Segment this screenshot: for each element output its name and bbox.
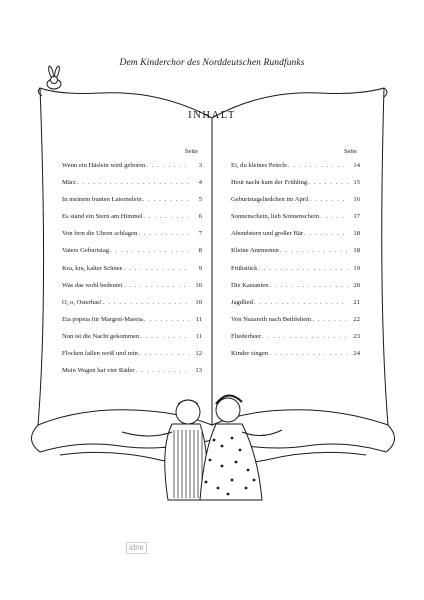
toc-entry-page: 22 <box>353 315 360 323</box>
toc-leader-dots <box>319 208 348 225</box>
toc-leader-dots <box>142 191 190 208</box>
toc-entry-page: 17 <box>353 213 360 221</box>
toc-entry <box>231 294 360 311</box>
toc-entry <box>231 242 360 259</box>
toc-entry-title: Frühstück <box>231 264 258 272</box>
toc-leader-dots <box>257 260 348 277</box>
toc-entry-page: 6 <box>198 213 202 221</box>
toc-entry-page: 14 <box>353 162 360 169</box>
toc-leader-dots <box>309 191 348 208</box>
toc-entry-title: Wenn ein Häslein wird geboren <box>62 162 146 169</box>
watermark: idnv <box>126 542 147 554</box>
toc-entry-title: Es stand ein Stern am Himmel <box>62 213 143 221</box>
toc-entry <box>62 311 202 328</box>
toc-entry <box>231 311 360 328</box>
toc-entry <box>62 157 202 174</box>
toc-entry-title: Die Kastanien <box>231 281 269 289</box>
toc-entry-page: 7 <box>198 230 202 238</box>
toc-entry <box>62 260 202 277</box>
toc-entry-title: Mein Wagen hat vier Räder <box>62 367 135 375</box>
toc-entry-title: Geburtstagsliedchen im April <box>231 196 309 204</box>
toc-entry <box>231 157 360 174</box>
toc-entry-page: 5 <box>198 196 202 204</box>
toc-entry-page: 4 <box>198 179 202 187</box>
toc-entry-page: 21 <box>353 298 360 306</box>
toc-leader-dots <box>279 242 348 259</box>
toc-leader-dots <box>311 311 348 328</box>
toc-entry-page: 10 <box>195 298 202 306</box>
toc-leader-dots <box>142 208 190 225</box>
toc-entry <box>231 174 360 191</box>
bunny-icon <box>47 66 61 89</box>
toc-entry-title: Ei, du kleines Peterle <box>231 162 288 169</box>
toc-entry-page: 16 <box>353 196 360 204</box>
page-title: INHALT <box>188 110 236 121</box>
toc-entry-title: Nun ist die Nacht gekommen <box>62 332 140 340</box>
toc-leader-dots <box>123 260 190 277</box>
toc-entry-title: Eia popeia für Margret-Mareia <box>62 315 143 323</box>
toc-entry <box>231 277 360 294</box>
toc-entry <box>62 174 202 191</box>
toc-leader-dots <box>102 294 190 311</box>
toc-entry <box>231 260 360 277</box>
toc-entry <box>231 225 360 242</box>
toc-leader-dots <box>303 225 348 242</box>
toc-entry <box>231 191 360 208</box>
toc-entry <box>62 242 202 259</box>
toc-entry-page: 3 <box>198 162 202 169</box>
toc-entry-title: Fliederbeer <box>231 332 262 340</box>
toc-entry-page: 13 <box>195 367 202 375</box>
toc-entry-title: Was das wohl bedeutet <box>62 281 123 289</box>
toc-entry-title: Kra, kra, kalter Schnee <box>62 264 123 272</box>
toc-entry-title: März <box>62 179 76 187</box>
toc-leader-dots <box>135 362 190 379</box>
toc-leader-dots <box>268 345 348 362</box>
toc-entry <box>62 362 202 379</box>
toc-entry-title: In meinem bunten Laternelein <box>62 196 142 204</box>
toc-entry-title: Von Nazareth nach Bethlehem <box>231 315 312 323</box>
toc-entry-title: Vaters Geburtstag <box>62 247 110 255</box>
toc-entry <box>231 345 360 362</box>
toc-leader-dots <box>269 277 348 294</box>
toc-entry-page: 18 <box>353 230 360 238</box>
toc-entry-page: 8 <box>198 247 202 255</box>
toc-entry-title: Sonnenschein, lieb Sonnenschein <box>231 213 320 221</box>
toc-entry-page: 19 <box>353 264 360 272</box>
toc-entry-page: 23 <box>353 332 360 340</box>
toc-entry <box>62 208 202 225</box>
toc-entry-page: 12 <box>195 350 202 358</box>
toc-entry <box>62 225 202 242</box>
toc-entry-title: Abendstern und großer Bär <box>231 230 303 238</box>
toc-entry-page: 9 <box>198 264 202 272</box>
toc-entry-page: 11 <box>195 315 202 323</box>
dedication: Dem Kinderchor des Norddeutschen Rundfunks <box>119 58 305 68</box>
toc-entry <box>231 328 360 345</box>
toc-entry <box>62 328 202 345</box>
toc-entry-page: 11 <box>195 332 202 340</box>
toc-leader-dots <box>253 294 348 311</box>
toc-entry-title: O, o, Osterhas! <box>62 298 102 306</box>
toc-leader-dots <box>137 225 190 242</box>
toc-entry <box>62 191 202 208</box>
toc-entry-title: Kinder singen <box>231 350 269 358</box>
toc-entry-title: Von fern die Uhren schlagen <box>62 230 138 238</box>
toc-leader-dots <box>145 157 190 174</box>
toc-entry-title: Flocken fallen weiß und rein <box>62 350 138 358</box>
toc-entry <box>62 294 202 311</box>
toc-leader-dots <box>287 157 348 174</box>
toc-leader-dots <box>138 345 190 362</box>
toc-leader-dots <box>122 277 190 294</box>
toc-entry <box>62 277 202 294</box>
toc-entry-page: 24 <box>353 350 360 358</box>
toc-right-column <box>231 157 360 362</box>
seite-label-left: Seite <box>185 148 198 155</box>
toc-entry <box>62 345 202 362</box>
toc-entry-title: Jagdlied <box>231 298 253 306</box>
toc-leader-dots <box>109 242 190 259</box>
toc-entry <box>231 208 360 225</box>
toc-entry-page: 18 <box>353 247 360 255</box>
seite-label-right: Seite <box>344 148 357 155</box>
toc-entry-page: 20 <box>353 281 360 289</box>
toc-leader-dots <box>139 328 190 345</box>
toc-entry-title: Heut nacht kam der Frühling <box>231 179 308 187</box>
toc-entry-title: Kleine Anemonen <box>231 247 279 255</box>
toc-left-column <box>62 157 202 379</box>
toc-leader-dots <box>307 174 348 191</box>
toc-entry-page: 15 <box>353 179 360 187</box>
toc-leader-dots <box>261 328 348 345</box>
toc-entry-page: 10 <box>195 281 202 289</box>
toc-leader-dots <box>143 311 190 328</box>
toc-leader-dots <box>76 174 190 191</box>
